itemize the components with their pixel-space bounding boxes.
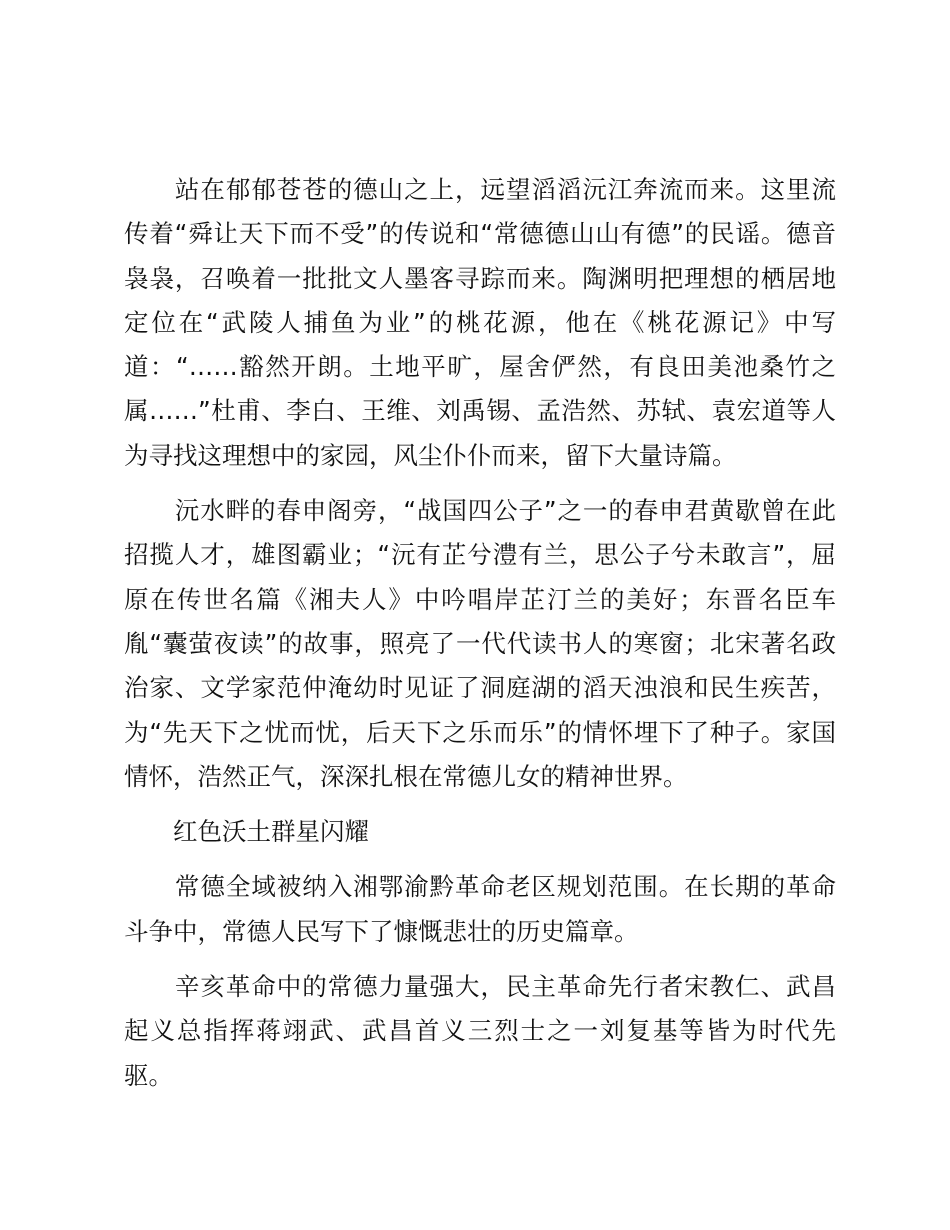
paragraph-xinhai bbox=[124, 965, 836, 1098]
text-line: 袅袅，召唤着一批批文人墨客寻踪而来。陶渊明把理想的栖居地 bbox=[124, 263, 836, 293]
paragraph-gap bbox=[124, 799, 836, 810]
text-line: 斗争中，常德人民写下了慷慨悲壮的历史篇章。 bbox=[124, 916, 639, 946]
paragraph-gap bbox=[124, 854, 836, 865]
text-line: 红色沃土群星闪耀 bbox=[124, 817, 369, 847]
text-line: 为寻找这理想中的家园，风尘仆仆而来，留下大量诗篇。 bbox=[124, 440, 737, 470]
text-line: 胤“囊萤夜读”的故事，照亮了一代代读书人的寒窗；北宋著名政 bbox=[124, 628, 836, 658]
paragraph-gap bbox=[124, 478, 836, 489]
text-line: 属……”杜甫、李白、王维、刘禹锡、孟浩然、苏轼、袁宏道等人 bbox=[124, 396, 836, 426]
text-line: 治家、文学家范仲淹幼时见证了洞庭湖的滔天浊浪和民生疾苦， bbox=[124, 673, 836, 703]
text-line: 为“先天下之忧而忧，后天下之乐而乐”的情怀埋下了种子。家国 bbox=[124, 717, 836, 747]
paragraph-revolution-area bbox=[124, 865, 836, 954]
section-heading bbox=[124, 810, 836, 854]
text-line: 情怀，浩然正气，深深扎根在常德儿女的精神世界。 bbox=[124, 761, 688, 791]
text-line: 招揽人才，雄图霸业；“沅有芷兮澧有兰，思公子兮未敢言”，屈 bbox=[124, 540, 836, 570]
text-line: 常德全域被纳入湘鄂渝黔革命老区规划范围。在长期的革命 bbox=[124, 872, 836, 902]
text-line: 传着“舜让天下而不受”的传说和“常德德山山有德”的民谣。德音 bbox=[124, 219, 836, 249]
text-line: 定位在“武陵人捕鱼为业”的桃花源，他在《桃花源记》中写 bbox=[124, 307, 836, 337]
document-body bbox=[124, 168, 836, 1098]
paragraph-chunshen bbox=[124, 489, 836, 799]
text-line: 驱。 bbox=[124, 1060, 173, 1090]
text-line: 起义总指挥蒋翊武、武昌首义三烈士之一刘复基等皆为时代先 bbox=[124, 1016, 836, 1046]
text-line: 站在郁郁苍苍的德山之上，远望滔滔沅江奔流而来。这里流 bbox=[124, 175, 836, 204]
text-line: 沅水畔的春申阁旁，“战国四公子”之一的春申君黄歇曾在此 bbox=[124, 496, 836, 526]
text-line: 辛亥革命中的常德力量强大，民主革命先行者宋教仁、武昌 bbox=[124, 972, 836, 1002]
text-line: 原在传世名篇《湘夫人》中吟唱岸芷汀兰的美好；东晋名臣车 bbox=[124, 584, 836, 614]
paragraph-deshan bbox=[124, 168, 836, 478]
text-line: 道：“……豁然开朗。土地平旷，屋舍俨然，有良田美池桑竹之 bbox=[124, 352, 836, 382]
paragraph-gap bbox=[124, 954, 836, 965]
